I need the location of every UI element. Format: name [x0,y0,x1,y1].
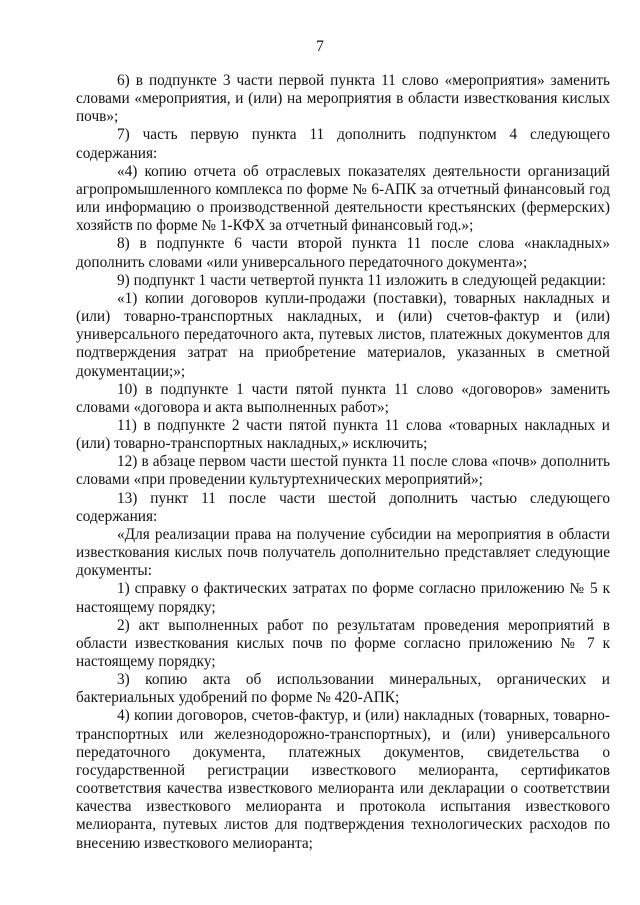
paragraph-quote-4: «4) копию отчета об отраслевых показателях деятельности организаций агропромышленного комплекса по форме № 6-АПК за отчетный финансовый год или информацию о производственной деятельности крестьянских (фермерских) хозяйств по форме № 1-КФХ за отчетный финансовый год.»; [76,162,610,235]
paragraph-doc-2: 2) акт выполненных работ по результатам проведения мероприятий в области известкования кислых почв по форме согласно приложению № 7 к настоящему порядку; [76,616,610,670]
page-number: 7 [316,38,324,55]
paragraph-item-9: 9) подпункт 1 части четвертой пункта 11 изложить в следующей редакции: [117,271,606,289]
paragraph-doc-3: 3) копию акта об использовании минеральных, органических и бактериальных удобрений по форме № 420-АПК; [76,671,610,707]
paragraph-subsidy-intro: «Для реализации права на получение субсидии на мероприятия в области известкования кислых почв получатель дополнительно представляет следующие документы: [76,525,610,580]
paragraph-item-11: 11) в подпункте 2 части пятой пункта 11 слова «товарных накладных и (или) товарно-транспортных накладных,» исключить; [76,416,610,453]
paragraph-doc-4: 4) копии договоров, счетов-фактур, и (или) накладных (товарных, товарно-транспортных или железнодорожно-транспортных), и (или) универсального передаточного документа, платежных документов, свидетельства о государственной регистрации известкового мелиоранта, сертификатов соответствия качества известкового мелиоранта или декларации о соответствии качества известкового мелиоранта и протокола испытания известкового мелиоранта, путевых листов для подтверждения технологических расходов по внесению известкового мелиоранта; [76,707,610,852]
paragraph-item-7: 7) часть первую пункта 11 дополнить подпунктом 4 следующего содержания: [76,126,610,162]
paragraph-item-8: 8) в подпункте 6 части второй пункта 11 после слова «накладных» дополнить словами «или универсального передаточного документа»; [76,235,610,271]
paragraph-doc-1: 1) справку о фактических затратах по форме согласно приложению № 5 к настоящему порядку; [76,580,610,616]
paragraph-item-10: 10) в подпункте 1 части пятой пункта 11 слово «договоров» заменить словами «договора и акта выполненных работ»; [76,380,610,416]
document-text [76,72,610,853]
paragraph-item-6: 6) в подпункте 3 части первой пункта 11 слово «мероприятия» заменить словами «мероприятия, и (или) на мероприятия в области известкования кислых почв»; [76,72,610,126]
paragraph-item-12: 12) в абзаце первом части шестой пункта 11 после слова «почв» дополнить словами «при проведении культуртехнических мероприятий»; [76,453,610,489]
paragraph-quote-1: «1) копии договоров купли-продажи (поставки), товарных накладных и (или) товарно-транспортных накладных, и (или) счетов-фактур и (или) универсального передаточного акта, путевых листов, платежных документов для подтверждения затрат на приобретение материалов, указанных в сметной документации;»; [76,289,610,380]
paragraph-item-13: 13) пункт 11 после части шестой дополнить частью следующего содержания: [76,489,610,525]
